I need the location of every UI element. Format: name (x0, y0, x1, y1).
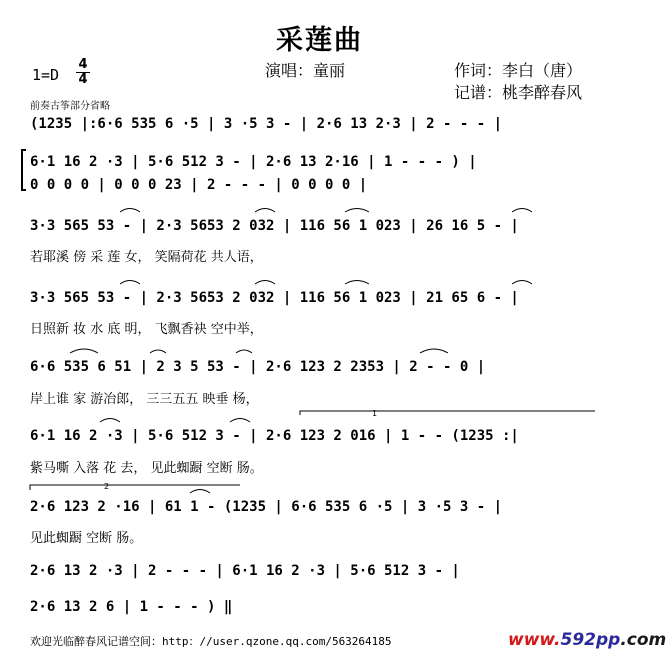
site-com: .com (620, 630, 666, 650)
score-line-2: 6·1 16 2 ·3 | 5·6 512 3 - | 2·6 13 2·16 | 1 - - - ) | (30, 154, 477, 170)
singer-credit: 演唱：童丽 (265, 61, 346, 80)
lyric-line-5: 见此蜘蹰 空断 肠。 (30, 531, 143, 546)
lyric-line-2: 日照新 妆 水 底 明， 飞飘香袂 空中举， (30, 322, 263, 337)
score-line-8: 2·6 123 2 ·16 | 61 1 - (1235 | 6·6 535 6 ·5 | 3 ·5 3 - | (30, 499, 503, 515)
site-www: www. (508, 630, 561, 650)
score-line-1: (1235 |:6·6 535 6 ·5 | 3 ·5 3 - | 2·6 13 2·3 | 2 - - - | (30, 116, 503, 132)
site-logo (508, 630, 666, 650)
time-top: 4 (78, 57, 88, 72)
lyric-line-4: 紫马嘶 入落 花 去， 见此蜘蹰 空断 肠。 (30, 461, 263, 476)
lyric-line-1: 若耶溪 傍 采 莲 女， 笑隔荷花 共人语， (30, 250, 263, 265)
lyricist-credit: 作词：李白（唐） (454, 61, 583, 80)
svg-text:2: 2 (104, 482, 110, 491)
page-title: 采莲曲 (276, 25, 363, 56)
site-num: 592pp (560, 630, 621, 650)
score-line-4: 3·3 565 53 - | 2·3 5653 2 032 | 116 56 1 023 | 26 16 5 - | (30, 218, 519, 234)
prelude-note: 前奏古筝部分省略 (30, 101, 110, 112)
footer-link[interactable]: 欢迎光临醉春风记谱空间：http：//user.qzone.qq.com/563264185 (30, 635, 392, 648)
key-signature: 1=D (32, 66, 60, 84)
score-line-9: 2·6 13 2 ·3 | 2 - - - | 6·1 16 2 ·3 | 5·6 512 3 - | (30, 563, 460, 579)
score-line-3: 0 0 0 0 | 0 0 0 23 | 2 - - - | 0 0 0 0 | (30, 177, 368, 193)
score-line-5: 3·3 565 53 - | 2·3 5653 2 032 | 116 56 1 023 | 21 65 6 - | (30, 290, 519, 306)
score-line-6: 6·6 535 6 51 | 2 3 5 53 - | 2·6 123 2 2353 | 2 - - 0 | (30, 359, 486, 375)
lyric-line-3: 岸上谁 家 游冶郎， 三三五五 映垂 杨， (30, 392, 259, 407)
score-line-7: 6·1 16 2 ·3 | 5·6 512 3 - | 2·6 123 2 016 | 1 - - (1235 :| (30, 428, 519, 444)
time-bottom: 4 (78, 72, 88, 87)
score-line-10: 2·6 13 2 6 | 1 - - - ) ‖ (30, 599, 233, 615)
notator-credit: 记谱：桃李醉春风 (454, 83, 583, 102)
svg-text:1: 1 (372, 409, 378, 418)
